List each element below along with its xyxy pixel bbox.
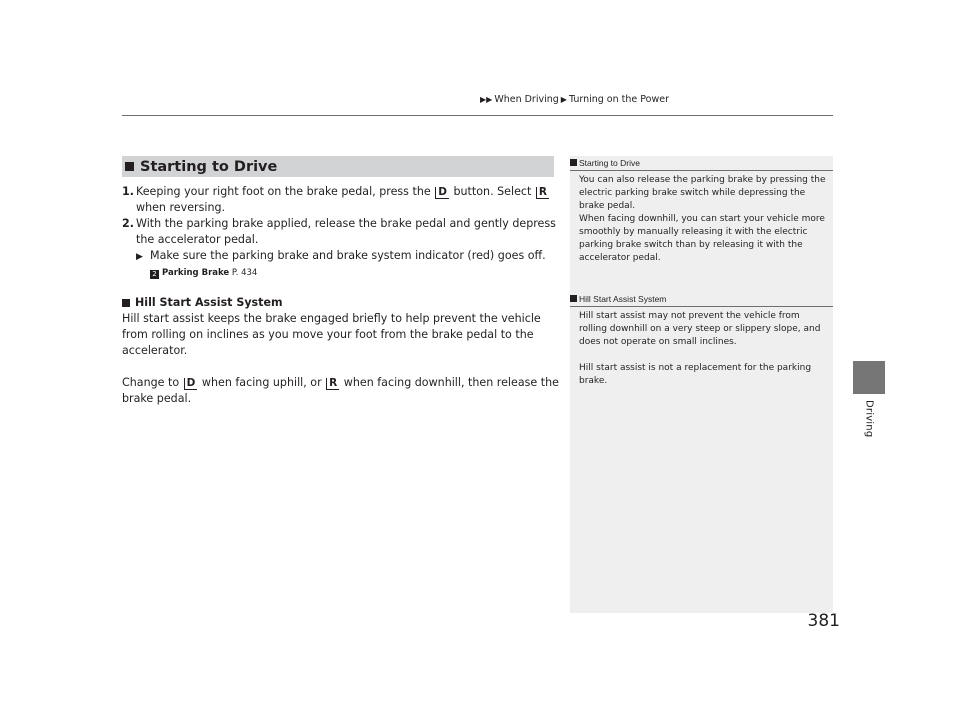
note-paragraph: You can also release the parking brake by pressing the electric parking brake switch while depressing the brake pedal.	[579, 175, 826, 211]
gear-r-icon: R	[326, 378, 339, 390]
step-2: 2. With the parking brake applied, release the brake pedal and gently depress the accelerator pedal.	[122, 217, 556, 246]
gear-r-icon: R	[536, 187, 549, 199]
breadcrumb-item: When Driving	[494, 94, 559, 105]
sub-bullet: ▶ Make sure the parking brake and brake system indicator (red) goes off.	[136, 248, 562, 265]
chapter-tab-marker	[853, 361, 885, 394]
breadcrumb-arrow-icon: ▶	[560, 95, 567, 104]
page-number: 381	[807, 611, 840, 631]
subheading-square-icon	[122, 299, 130, 307]
arrow-bullet-icon: ▶	[136, 252, 143, 262]
step-1: 1. Keeping your right foot on the brake pedal, press the D button. Select R when reversing.	[122, 185, 547, 214]
gear-d-icon: D	[435, 187, 449, 199]
notes-panel	[570, 156, 833, 613]
reference-icon: 2	[150, 270, 159, 279]
note-marker-icon	[570, 295, 577, 302]
gear-d-icon: D	[184, 378, 198, 390]
breadcrumb-item: Turning on the Power	[568, 94, 669, 105]
section-title: Starting to Drive	[140, 158, 278, 175]
header-divider	[122, 115, 833, 116]
paragraph: Change to D when facing uphill, or R when facing downhill, then release the brake pedal.	[122, 376, 559, 405]
note-starting-to-drive	[570, 156, 833, 265]
note-marker-icon	[570, 159, 577, 166]
paragraph: Hill start assist keeps the brake engaged briefly to help prevent the vehicle from rolling on inclines as you move your foot from the brake pedal to the accelerator.	[122, 312, 541, 357]
main-content	[122, 184, 562, 407]
chapter-tab-label: Driving	[863, 400, 875, 438]
subheading: Hill Start Assist System	[122, 295, 562, 311]
breadcrumb-arrow-icon: ▶▶	[480, 95, 493, 104]
note-paragraph: Hill start assist is not a replacement for the parking brake.	[579, 363, 812, 386]
cross-reference-link[interactable]: 2 Parking Brake P. 434	[150, 266, 562, 280]
section-square-icon	[125, 162, 134, 171]
breadcrumb	[478, 94, 833, 105]
section-heading-bar	[122, 156, 554, 177]
note-hill-start-assist	[570, 292, 833, 388]
note-title: Hill Start Assist System	[570, 292, 833, 307]
note-title: Starting to Drive	[570, 156, 833, 171]
note-paragraph: When facing downhill, you can start your vehicle more smoothly by manually releasing it with the electric parking brake switch than by releasing it with the accelerator pedal.	[579, 214, 825, 263]
note-paragraph: Hill start assist may not prevent the vehicle from rolling downhill on a very steep or slippery slope, and does not operate on small inclines.	[579, 311, 821, 347]
